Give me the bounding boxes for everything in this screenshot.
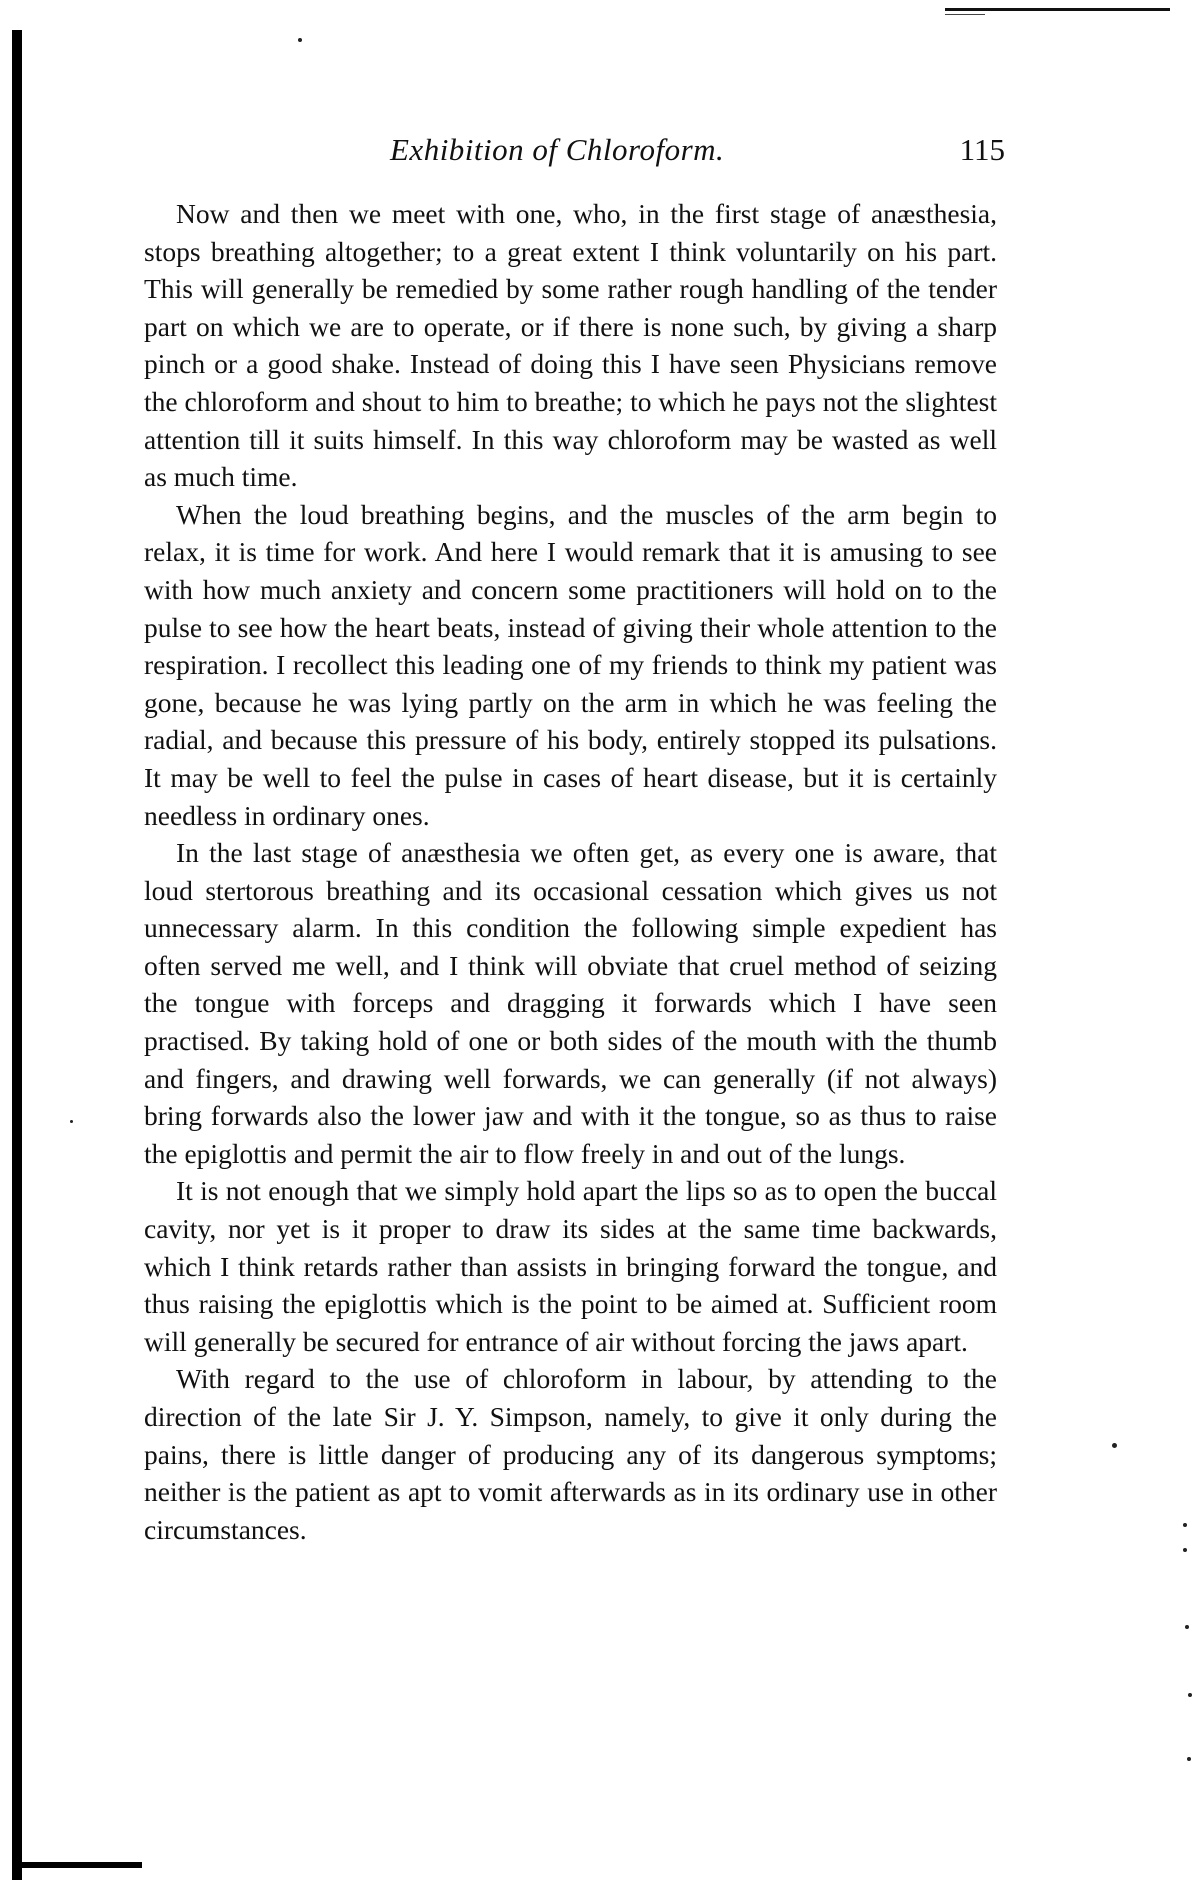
scan-speck	[1185, 1625, 1189, 1629]
running-head	[390, 132, 1005, 172]
scan-speck	[1183, 1523, 1187, 1527]
scan-speck	[1183, 1548, 1187, 1552]
scan-speck	[1188, 1693, 1192, 1697]
paragraph: In the last stage of anæsthesia we often get, as every one is aware, that loud stertorous breathing and its occasional cessation which gives us not unnecessary alarm. In this condition the following simple expedient has often served me well, and I think will obviate that cruel method of seizing the tongue with forceps and dragging it forwards which I have seen practised. By taking hold of one or both sides of the mouth with the thumb and fingers, and drawing well forwards, we can generally (if not always) bring forwards also the lower jaw and with it the tongue, so as thus to raise the epiglottis and permit the air to flow freely in and out of the lungs.	[144, 837, 997, 1169]
paragraph: It is not enough that we simply hold apart the lips so as to open the buccal cavity, nor yet is it proper to draw its sides at the same time backwards, which I think retards rather than assists in bringing forward the tongue, and thus raising the epiglottis which is the point to be aimed at. Sufficient room will generally be secured for entrance of air without forcing the jaws apart.	[144, 1175, 997, 1357]
running-head-title: Exhibition of Chloroform.	[390, 132, 725, 167]
paragraph: When the loud breathing begins, and the muscles of the arm begin to relax, it is time for work. And here I would remark that it is amusing to see with how much anxiety and concern some practitioners will hold on to the pulse to see how the heart beats, instead of giving their whole attention to the respiration. I recollect this leading one of my friends to think my patient was gone, because he was lying partly on the arm in which he was feeling the radial, and because this pressure of his body, entirely stopped its pulsations. It may be well to feel the pulse in cases of heart disease, but it is certainly needless in ordinary ones.	[144, 498, 997, 831]
scan-speck	[298, 38, 302, 42]
scan-speck	[1187, 1757, 1191, 1761]
paragraph: With regard to the use of chloroform in labour, by attending to the direction of the late Sir J. Y. Simpson, namely, to give it only during the pains, there is little danger of producing any of its dangerous symptoms; neither is the patient as apt to vomit afterwards as in its ordinary use in other circumstances.	[144, 1363, 997, 1545]
binding-edge-shadow	[12, 30, 22, 1880]
top-rule-secondary	[945, 14, 985, 15]
binding-edge-foot	[12, 1862, 142, 1868]
scan-speck	[1112, 1443, 1117, 1448]
top-rule	[945, 8, 1170, 11]
scan-speck	[70, 1120, 73, 1123]
paragraph: Now and then we meet with one, who, in the first stage of anæsthesia, stops breathing altogether; to a great extent I think voluntarily on his part. This will generally be remedied by some rather rough handling of the tender part on which we are to operate, or if there is none such, by giving a sharp pinch or a good shake. Instead of doing this I have seen Physicians remove the chloroform and shout to him to breathe; to which he pays not the slightest attention till it suits himself. In this way chloroform may be wasted as well as much time.	[144, 198, 997, 493]
page-number: 115	[959, 132, 1005, 167]
body-text	[144, 195, 997, 1548]
